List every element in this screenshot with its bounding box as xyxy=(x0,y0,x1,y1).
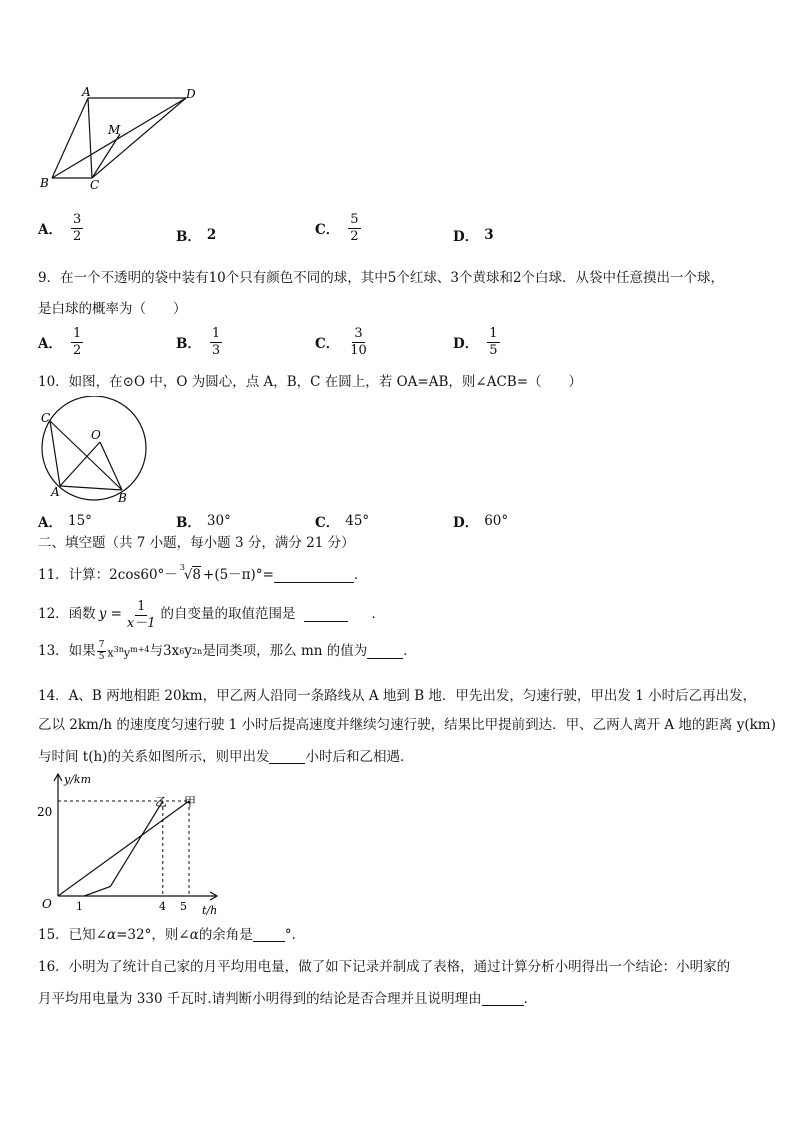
x-tick-5: 5 xyxy=(180,900,187,913)
q12-y: y = xyxy=(98,606,122,623)
x-tick-4: 4 xyxy=(159,900,166,913)
q14-line-3 xyxy=(38,750,413,764)
q11-suffix: +(5－π)°= xyxy=(203,567,274,584)
q10-option-d xyxy=(453,511,508,531)
q15 xyxy=(38,928,305,942)
option-label: B． xyxy=(176,229,201,245)
option-label: D． xyxy=(453,515,479,531)
option-label: C． xyxy=(315,222,340,239)
q14-line-3b: 小时后和乙相遇． xyxy=(305,748,414,765)
q10-text: 10．如图，在⊙O 中，O 为圆心，点 A，B，C 在圆上，若 OA=AB，则∠ACB=（ ） xyxy=(38,374,583,390)
q10-label-o: O xyxy=(91,428,101,442)
q15-suffix: 的余角是 xyxy=(198,926,253,943)
q11-prefix: 11．计算：2cos60°－ xyxy=(38,567,178,584)
answer-blank[interactable] xyxy=(253,928,285,942)
q10-option-b xyxy=(176,511,231,531)
denominator: 5 xyxy=(489,342,498,358)
q8-label-a: A xyxy=(82,86,91,99)
fraction xyxy=(348,327,369,357)
x-axis-label: t/h xyxy=(202,904,218,917)
q13-term1: $x^{3n}y^{m+4}$ xyxy=(107,644,150,660)
q10-option-a xyxy=(38,511,92,531)
origin-label: O xyxy=(42,897,52,911)
denominator: 5 xyxy=(98,652,105,663)
q9-option-a xyxy=(38,327,86,357)
y-tick-20: 20 xyxy=(37,805,53,819)
q12 xyxy=(38,600,385,630)
section-heading: 二、填空题（共 7 小题，每小题 3 分，满分 21 分） xyxy=(38,535,355,551)
exponent: 6 xyxy=(179,646,185,656)
q8-label-m: M xyxy=(108,123,121,137)
q15-end: °． xyxy=(284,926,306,943)
fraction xyxy=(71,213,83,243)
q12-prefix: 12．函数 xyxy=(38,606,96,623)
numerator: 1 xyxy=(211,326,221,341)
q9-option-b xyxy=(176,327,225,357)
q10-label-c: C xyxy=(41,411,51,425)
fraction xyxy=(125,600,158,630)
numerator: 1 xyxy=(489,326,498,341)
numerator: 5 xyxy=(350,212,359,227)
option-value: 2 xyxy=(206,227,217,243)
denominator: 2 xyxy=(72,228,82,244)
numerator: 3 xyxy=(354,326,363,341)
numerator: 1 xyxy=(72,326,82,341)
q10-label-b: B xyxy=(118,491,127,505)
answer-blank[interactable] xyxy=(482,992,524,1006)
numerator: 3 xyxy=(72,212,82,227)
option-label: B． xyxy=(176,515,201,531)
fraction xyxy=(348,213,360,243)
series-label-jia: 甲 xyxy=(184,795,197,809)
denominator: 10 xyxy=(350,342,367,358)
q10-circle-figure xyxy=(36,396,152,506)
numerator: 1 xyxy=(137,599,146,614)
q8-option-c xyxy=(315,213,364,243)
option-label: C． xyxy=(315,515,340,531)
option-value: 3 xyxy=(484,227,494,243)
q8-label-d: D xyxy=(186,87,196,101)
option-value: 30° xyxy=(206,513,231,529)
y-axis-label: y/km xyxy=(64,773,92,786)
q16-line-2b: ． xyxy=(523,990,538,1007)
fraction xyxy=(71,327,83,357)
option-label: C． xyxy=(315,336,340,353)
x-tick-1: 1 xyxy=(76,900,83,913)
option-value: 15° xyxy=(67,513,92,529)
q9-option-c xyxy=(315,327,372,357)
q12-suffix: 的自变量的取值范围是 xyxy=(160,606,296,623)
denominator: 3 xyxy=(211,342,221,358)
option-label: A． xyxy=(38,222,62,239)
answer-blank[interactable] xyxy=(274,569,354,583)
alpha-symbol: α xyxy=(189,926,199,943)
q10-option-c xyxy=(315,511,369,531)
series-label-yi: 乙 xyxy=(155,795,168,809)
q12-end: ． xyxy=(371,606,386,623)
q13-prefix: 13．如果 xyxy=(38,643,96,660)
q13-term2: y xyxy=(184,643,192,660)
q8-parallelogram-figure xyxy=(38,86,208,192)
alpha-symbol: α xyxy=(107,926,117,943)
q8-label-b: B xyxy=(40,176,49,190)
q14-line-3a: 与时间 t(h)的关系如图所示，则甲出发 xyxy=(38,748,270,765)
numerator: 7 xyxy=(97,641,107,652)
answer-blank[interactable] xyxy=(304,608,348,622)
q11-end: ． xyxy=(353,567,368,584)
q13-suffix: 是同类项，那么 mn 的值为 xyxy=(202,643,368,660)
cube-root: 3 √8 xyxy=(179,563,202,584)
option-label: B． xyxy=(176,336,201,353)
q15-prefix: 15．已知∠ xyxy=(38,926,107,943)
option-label: A． xyxy=(38,515,62,531)
root-body: 8 xyxy=(192,567,202,584)
denominator: 2 xyxy=(350,228,359,244)
series-line-0 xyxy=(58,801,189,896)
q10-label-a: A xyxy=(51,485,60,499)
q8-option-d xyxy=(453,225,494,245)
q11 xyxy=(38,563,368,584)
q16-line-2 xyxy=(38,992,537,1006)
q13 xyxy=(38,641,417,663)
fraction xyxy=(210,327,222,357)
option-label: D． xyxy=(453,336,479,353)
denominator: x－1 xyxy=(126,615,156,631)
denominator: 2 xyxy=(72,342,82,358)
q14-distance-time-graph xyxy=(32,766,232,918)
q9-option-d xyxy=(453,327,503,357)
root-index: 3 xyxy=(179,563,185,573)
q14-line-1: 14．A、B 两地相距 20km，甲乙两人沿同一条路线从 A 地到 B 地．甲先出发，匀速行驶，甲出发 1 小时后乙再出发， xyxy=(38,688,757,704)
fraction xyxy=(487,327,499,357)
option-label: A． xyxy=(38,336,62,353)
answer-blank[interactable] xyxy=(269,750,305,764)
q9-line-1: 9．在一个不透明的袋中装有10个只有颜色不同的球，其中5个红球、3个黄球和2个白球．从袋中任意摸出一个球， xyxy=(38,270,725,286)
q15-mid: =32°，则∠ xyxy=(116,926,190,943)
q16-line-1: 16．小明为了统计自己家的月平均用电量，做了如下记录并制成了表格，通过计算分析小明得出一个结论：小明家的 xyxy=(38,959,731,975)
q13-mid: 与3x xyxy=(149,643,180,660)
q8-label-c: C xyxy=(90,178,100,192)
exponent: 2n xyxy=(191,646,203,656)
q8-option-b xyxy=(176,225,216,245)
q13-end: ． xyxy=(403,643,417,660)
option-value: 45° xyxy=(345,513,370,529)
option-label: D． xyxy=(453,229,479,245)
q8-option-a xyxy=(38,213,86,243)
option-value: 60° xyxy=(484,513,509,529)
answer-blank[interactable] xyxy=(367,645,403,659)
q14-line-2: 乙以 2km/h 的速度度匀速行驶 1 小时后提高速度并继续匀速行驶，结果比甲提前到达．甲、乙两人离开 A 地的距离 y(km) xyxy=(38,717,776,733)
q16-line-2a: 月平均用电量为 330 千瓦时.请判断小明得到的结论是否合理并且说明理由 xyxy=(38,990,482,1007)
fraction xyxy=(97,641,107,663)
q9-line-2: 是白球的概率为（ ） xyxy=(38,301,187,317)
